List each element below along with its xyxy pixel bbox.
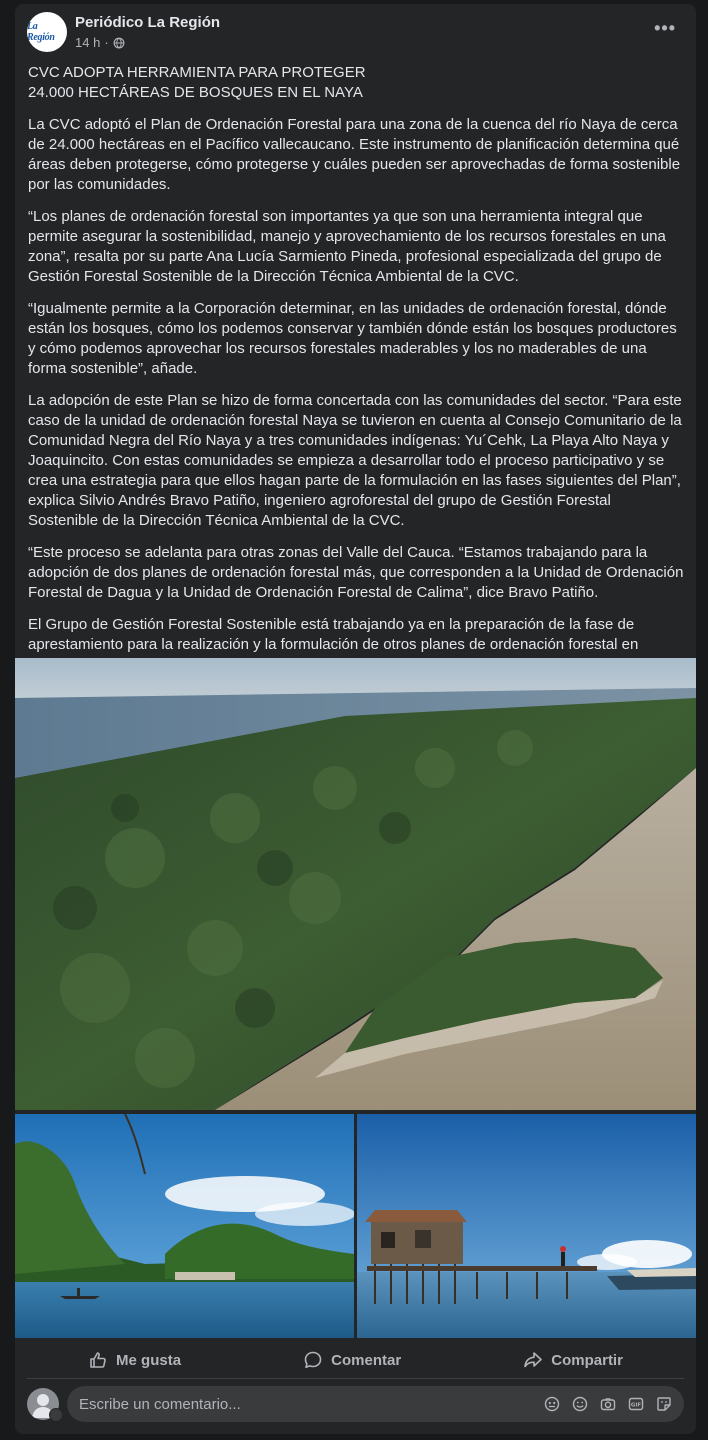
share-button[interactable] bbox=[503, 1344, 643, 1376]
post-paragraph: “Este proceso se adelanta para otras zonas del Valle del Cauca. “Estamos trabajando para la adopción de dos planes de ordenación forestal más, que corresponden a la Unidad de Ordenación Forestal de Dagua y la Unidad de Ordenación Forestal de Calima”, dice Bravo Patiño. bbox=[28, 544, 684, 601]
emoji-icon[interactable] bbox=[572, 1396, 588, 1412]
post-photo-river[interactable] bbox=[15, 1114, 354, 1338]
post-paragraph: “Los planes de ordenación forestal son importantes ya que son una herramienta integral que permite asegurar la sostenibilidad, manejo y aprovechamiento de los recursos forestales en una zona”, resalta por su parte Ana Lucía Sarmiento Pineda, profesional especializada del grupo de Gestión Forestal Sostenible de la Dirección Técnica Ambiental de la CVC. bbox=[28, 208, 666, 285]
post-photo-aerial[interactable] bbox=[15, 658, 696, 1110]
river-village-image bbox=[15, 1114, 354, 1338]
page-name[interactable]: Periódico La Región bbox=[75, 14, 221, 31]
comment-composer bbox=[27, 1386, 684, 1424]
post-meta bbox=[75, 35, 125, 50]
post-card bbox=[15, 4, 696, 1434]
post-paragraph: “Igualmente permite a la Corporación determinar, en las unidades de ordenación forestal, dónde están los bosques, cómo los podemos conservar y también dónde están los bosques productores y cómo podemos aprovechar los recursos forestales maderables y los no maderables de una forma sostenible”, añade. bbox=[28, 300, 677, 377]
camera-icon[interactable] bbox=[600, 1396, 616, 1412]
post-paragraph: La adopción de este Plan se hizo de forma concertada con las comunidades del sector. “Para este caso de la unidad de ordenación forestal Naya se tuvieron en cuenta al Consejo Comunitario de la Comunidad Negra del Río Naya y a tres comunidades indígenas: Yu´Cehk, La Playa Alto Naya y Joaquincito. Con estas comunidades se empieza a desarrollar todo el proceso participativo y se crea una estrategia para que ellos hagan parte de la formulación en las fases siguientes del Plan”, explica Silvio Andrés Bravo Patiño, ingeniero agroforestal del grupo de Gestión Forestal Sostenible de la Dirección Técnica Ambiental de la CVC. bbox=[28, 392, 682, 529]
aerial-forest-image bbox=[15, 658, 696, 1110]
comment-input[interactable] bbox=[67, 1386, 684, 1422]
gif-icon[interactable] bbox=[628, 1396, 644, 1412]
avatar-dropdown-icon[interactable] bbox=[49, 1408, 63, 1422]
post-paragraph: El Grupo de Gestión Forestal Sostenible está trabajando ya en la preparación de la fase de aprestamiento para la realización y la formulación de otros planes de ordenación forestal en bbox=[28, 616, 639, 653]
post-body bbox=[28, 63, 684, 687]
share-label: Compartir bbox=[551, 1351, 623, 1369]
like-button[interactable] bbox=[68, 1344, 201, 1376]
stilt-house-image bbox=[357, 1114, 696, 1338]
globe-icon bbox=[113, 37, 125, 49]
page-avatar-logo: La Región bbox=[27, 21, 55, 43]
page-avatar[interactable] bbox=[27, 12, 67, 52]
avatar-sticker-icon[interactable] bbox=[544, 1396, 560, 1412]
sticker-icon[interactable] bbox=[656, 1396, 672, 1412]
share-icon bbox=[523, 1350, 543, 1370]
comment-label: Comentar bbox=[331, 1351, 402, 1369]
svg-text:GIF: GIF bbox=[630, 1402, 642, 1409]
comment-placeholder: Escribe un comentario... bbox=[79, 1395, 241, 1413]
comment-button[interactable] bbox=[283, 1344, 421, 1376]
post-photo-stilt-house[interactable] bbox=[357, 1114, 696, 1338]
comment-icon bbox=[303, 1350, 323, 1370]
post-title: CVC ADOPTA HERRAMIENTA PARA PROTEGER 24.000 HECTÁREAS DE BOSQUES EN EL NAYA bbox=[28, 64, 366, 101]
more-icon[interactable]: ••• bbox=[654, 18, 676, 38]
like-label: Me gusta bbox=[116, 1351, 182, 1369]
post-header bbox=[15, 4, 696, 60]
post-paragraph: La CVC adoptó el Plan de Ordenación Forestal para una zona de la cuenca del río Naya de cerca de 24.000 hectáreas en el Pacífico vallecaucano. Este instrumento de planificación determina qué áreas deben protegerse, cómo protegerse y cuáles pueden ser aprovechadas de forma sostenible por las comunidades. bbox=[28, 116, 681, 193]
meta-separator: · bbox=[104, 35, 109, 50]
like-icon bbox=[88, 1350, 108, 1370]
comment-tools bbox=[544, 1396, 672, 1412]
post-actions bbox=[27, 1342, 684, 1379]
post-time[interactable]: 14 h bbox=[75, 35, 101, 50]
